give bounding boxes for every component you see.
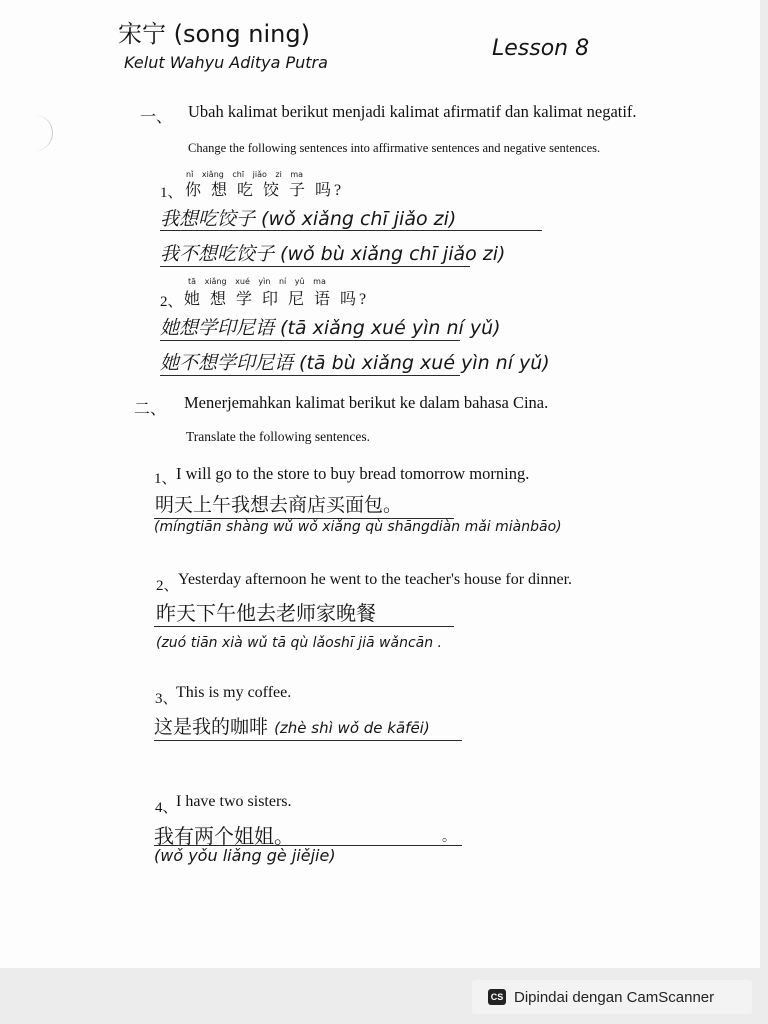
answer-underline — [160, 230, 542, 231]
answer-underline — [154, 626, 454, 627]
s2-item2-number: 2、 — [156, 578, 179, 594]
answer-underline — [160, 375, 460, 376]
s2-item4-prompt: I have two sisters. — [176, 793, 292, 810]
s1-item1-answer-affirmative: 我想吃饺子 (wǒ xiǎng chī jiǎo zi) — [160, 208, 457, 230]
s2-item2-answer-hanzi: 昨天下午他去老师家晚餐 — [156, 601, 376, 625]
s2-item2-prompt: Yesterday afternoon he went to the teacher's house for dinner. — [178, 571, 573, 588]
s2-item4-number: 4、 — [155, 800, 178, 816]
section1-title: Ubah kalimat berikut menjadi kalimat afirmatif dan kalimat negatif. — [188, 102, 637, 121]
s2-item3-number: 3、 — [155, 691, 178, 707]
s2-item1-answer-hanzi: 明天上午我想去商店买面包。 — [155, 494, 403, 516]
s2-item1-number: 1、 — [154, 471, 177, 487]
student-name-chinese: 宋宁 (song ning) — [118, 20, 310, 48]
s1-item1-prompt: 你 想 吃 饺 子 吗? — [185, 182, 345, 199]
s2-item4-answer-trailing: 。 — [442, 829, 456, 845]
s2-item1-answer-pinyin: (míngtiān shàng wǔ wǒ xiǎng qù shāngdiàn mǎi miànbāo) — [154, 519, 562, 535]
s2-item4-answer-hanzi: 我有两个姐姐。 — [154, 824, 294, 848]
s1-item1-number: 1、 — [160, 185, 183, 201]
camscanner-text: Dipindai dengan CamScanner — [514, 988, 715, 1006]
s2-item3-prompt: This is my coffee. — [176, 684, 292, 701]
section1-number: 一、 — [140, 109, 173, 126]
s2-item2-answer-pinyin: (zuó tiān xià wǔ tā qù lǎoshī jiā wǎncān . — [156, 635, 442, 651]
s2-item1-prompt: I will go to the store to buy bread tomorrow morning. — [176, 464, 530, 483]
s1-item2-answer-affirmative: 她想学印尼语 (tā xiǎng xué yìn ní yǔ) — [160, 317, 501, 339]
section2-title: Menerjemahkan kalimat berikut ke dalam bahasa Cina. — [184, 393, 549, 412]
s2-item3-answer — [154, 712, 430, 739]
camscanner-logo: CS — [488, 989, 506, 1005]
answer-underline — [154, 740, 462, 741]
s2-item3-answer-hanzi: 这是我的咖啡 — [154, 716, 269, 738]
section2-subtitle: Translate the following sentences. — [186, 429, 370, 444]
lesson-label: Lesson 8 — [492, 36, 590, 61]
camscanner-badge — [472, 980, 752, 1014]
s2-item3-answer-pinyin: (zhè shì wǒ de kāfēi) — [274, 719, 430, 737]
s1-item1-pinyin: nǐ xiǎng chī jiǎo zi ma — [186, 170, 304, 179]
s1-item1-answer-negative: 我不想吃饺子 (wǒ bù xiǎng chī jiǎo zi) — [160, 243, 506, 265]
answer-underline — [160, 340, 460, 341]
s1-item2-pinyin: tā xiǎng xué yìn ní yǔ ma — [188, 277, 326, 286]
s1-item2-answer-negative: 她不想学印尼语 (tā bù xiǎng xué yìn ní yǔ) — [160, 352, 550, 374]
answer-underline — [160, 266, 470, 267]
s2-item4-answer-pinyin: (wǒ yǒu liǎng gè jiějie) — [154, 846, 336, 865]
section2-number: 二、 — [134, 401, 167, 418]
s1-item2-prompt: 她 想 学 印 尼 语 吗? — [184, 291, 370, 308]
punch-hole-mark — [30, 115, 53, 151]
student-name-latin: Kelut Wahyu Aditya Putra — [124, 53, 328, 72]
s1-item2-number: 2、 — [160, 294, 183, 310]
section1-subtitle: Change the following sentences into affirmative sentences and negative sentences. — [188, 141, 601, 155]
